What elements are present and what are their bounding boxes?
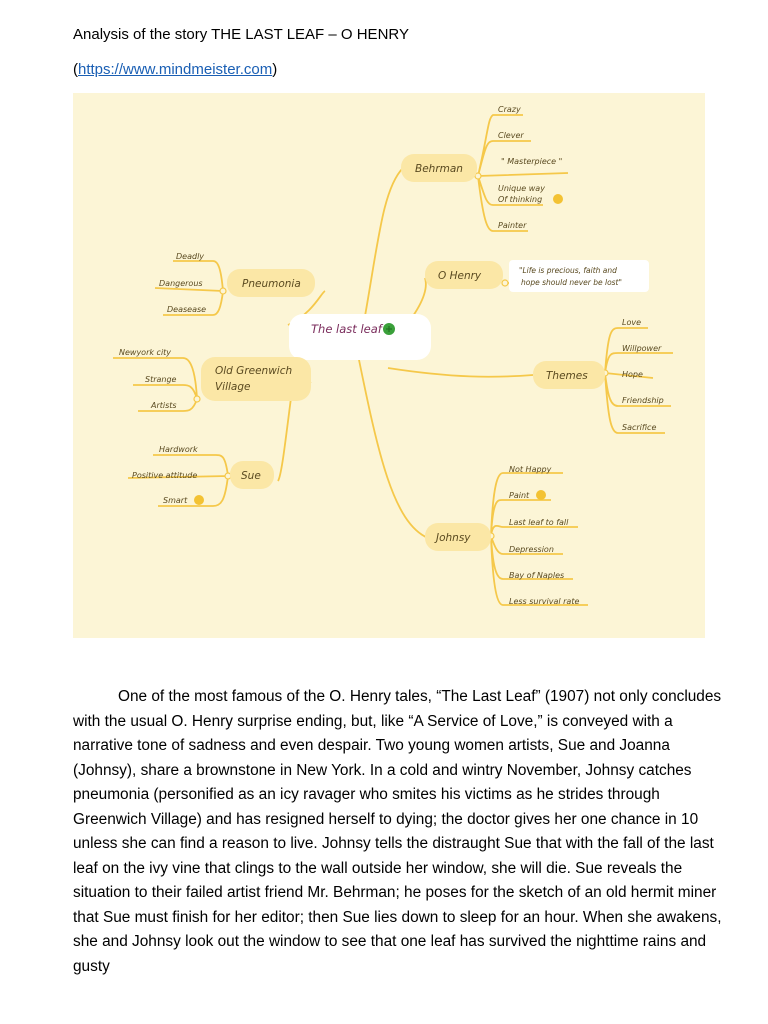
- behrman-item: Unique way: [498, 184, 545, 193]
- mind-map-image: [73, 93, 705, 638]
- themes-item: Sacrifice: [622, 423, 657, 432]
- johnsy-item: Less survival rate: [509, 597, 580, 606]
- node-greenwich-label-line1: Old Greenwich: [215, 365, 293, 377]
- palette-emoji-icon: [536, 490, 546, 500]
- pneumonia-item: Dangerous: [159, 279, 203, 288]
- branch-line-behrman: [365, 168, 403, 316]
- branch-line-johnsy: [358, 355, 428, 538]
- greenwich-item: Artists: [151, 401, 177, 410]
- body-paragraph: One of the most famous of the O. Henry tales, “The Last Leaf” (1907) not only concludes with the usual O. Henry surprise ending, but, like “A Service of Love,” is conveyed with a narrative tone of sadness and even despair. Two young women artists, Sue and Joanna (Johnsy), share a brownstone in New York. In a cold and wintry November, Johnsy catches pneumonia (personified as an icy ravager who smites his victims as he strides through Greenwich Village) and has resigned herself to dying; the doctor gives her one chance in 10 unless she can find a reason to live. Johnsy tells the distraught Sue that with the fall of the last leaf on the ivy vine that clings to the wall outside her window, she will die. Sue reveals the situation to their failed artist friend Mr. Behrman; he poses for the sketch of an old hermit miner that Sue must finish for her editor; then Sue lies down to sleep for an hour. When she awakens, she and Johnsy look out the window to see that one leaf has survived the nighttime rains and gusty: [73, 688, 722, 975]
- node-ohenry-label: O Henry: [438, 270, 482, 282]
- document-title: Analysis of the story THE LAST LEAF – O HENRY: [73, 26, 409, 43]
- themes-item: Willpower: [622, 344, 662, 353]
- behrman-item: Painter: [498, 221, 527, 230]
- johnsy-item: Depression: [509, 545, 554, 554]
- node-greenwich-label-line2: Village: [215, 381, 251, 393]
- link-close-paren: ): [272, 61, 278, 78]
- pneumonia-item: Deasease: [167, 305, 207, 314]
- behrman-item: Clever: [498, 131, 524, 140]
- node-sue-label: Sue: [241, 470, 261, 482]
- central-node-label: The last leaf: [311, 322, 382, 336]
- ohenry-quote-line2: hope should never be lost": [521, 278, 622, 287]
- johnsy-item: Last leaf to fall: [509, 518, 569, 527]
- pneumonia-item: Deadly: [176, 252, 205, 261]
- ohenry-quote-box: [509, 260, 649, 292]
- behrman-item: " Masterpiece ": [501, 157, 563, 166]
- ohenry-quote-line1: "Life is precious, faith and: [519, 266, 617, 275]
- node-themes-label: Themes: [546, 370, 588, 382]
- behrman-item: Of thinking: [498, 195, 543, 204]
- brain-emoji-icon: [194, 495, 204, 505]
- greenwich-item: Newyork city: [119, 348, 172, 357]
- node-johnsy-label: Johnsy: [436, 532, 471, 544]
- source-link-line: [73, 60, 277, 80]
- branch-line-themes: [388, 368, 533, 377]
- node-pneumonia-label: Pneumonia: [242, 278, 301, 290]
- behrman-item: Crazy: [498, 105, 521, 114]
- node-greenwich: [201, 357, 311, 401]
- node-behrman-label: Behrman: [415, 163, 463, 175]
- sue-item: Hardwork: [159, 445, 198, 454]
- johnsy-item: Not Happy: [509, 465, 552, 474]
- johnsy-item: Bay of Naples: [509, 571, 565, 580]
- johnsy-item: Paint: [509, 491, 530, 500]
- themes-item: Friendship: [622, 396, 664, 405]
- greenwich-item: Strange: [145, 375, 177, 384]
- brain-emoji-icon: [553, 194, 563, 204]
- sue-item: Positive attitude: [132, 471, 198, 480]
- central-node-box: [289, 314, 431, 360]
- source-link[interactable]: https://www.mindmeister.com: [78, 61, 273, 78]
- themes-item: Hope: [622, 370, 643, 379]
- link-open-paren: (: [73, 61, 78, 78]
- themes-item: Love: [622, 318, 642, 327]
- sue-item: Smart: [163, 496, 188, 505]
